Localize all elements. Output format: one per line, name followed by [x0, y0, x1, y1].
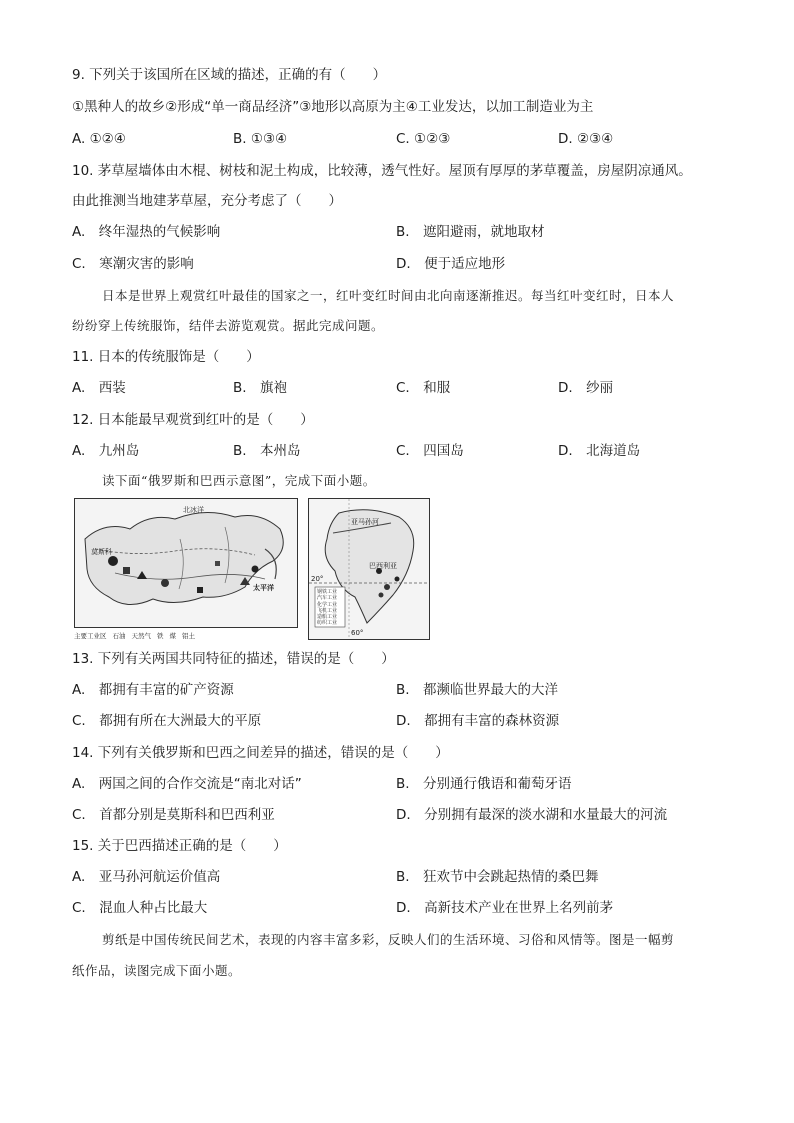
russia-brazil-maps: [74, 498, 430, 643]
legend-iron: 铁: [157, 631, 164, 640]
q14-option-b[interactable]: B. 分别通行俄语和葡萄牙语: [396, 776, 572, 792]
moscow-label: 莫斯科: [91, 548, 112, 556]
arctic-ocean-label: 北冰洋: [183, 506, 204, 514]
russia-map: [74, 498, 298, 628]
question-11-stem: 11. 日本的传统服饰是（ ）: [72, 349, 260, 365]
q12-option-d[interactable]: D. 北海道岛: [558, 443, 641, 459]
question-10-stem-cont: 由此推测当地建茅草屋，充分考虑了（ ）: [72, 193, 342, 209]
q13-option-b[interactable]: B. 都濒临世界最大的大洋: [396, 682, 559, 698]
q13-option-d[interactable]: D. 都拥有丰富的森林资源: [396, 713, 560, 729]
passage-maps-intro: 读下面“俄罗斯和巴西示意图”，完成下面小题。: [102, 473, 376, 488]
q10-option-c[interactable]: C. 寒潮灾害的影响: [72, 256, 194, 272]
question-12-stem: 12. 日本能最早观赏到红叶的是（ ）: [72, 412, 314, 428]
q12-option-a[interactable]: A. 九州岛: [72, 443, 140, 459]
q9-option-a[interactable]: A. ①②④: [72, 131, 126, 147]
q13-option-a[interactable]: A. 都拥有丰富的矿产资源: [72, 682, 234, 698]
legend-aircraft: 飞机工业: [317, 607, 338, 614]
legend-coal: 煤: [169, 631, 176, 640]
lon-60-label: 60°: [351, 629, 364, 637]
q10-option-b[interactable]: B. 遮阳避雨，就地取材: [396, 224, 545, 240]
q13-option-c[interactable]: C. 都拥有所在大洲最大的平原: [72, 713, 262, 729]
q14-option-d[interactable]: D. 分别拥有最深的淡水湖和水量最大的河流: [396, 807, 668, 823]
brazil-map: [308, 498, 430, 640]
q11-option-c[interactable]: C. 和服: [396, 380, 451, 396]
legend-chemical: 化学工业: [317, 601, 338, 608]
q10-option-a[interactable]: A. 终年湿热的气候影响: [72, 224, 221, 240]
q11-option-d[interactable]: D. 纱丽: [558, 380, 614, 396]
question-9-stem: 9. 下列关于该国所在区域的描述，正确的有（ ）: [72, 67, 387, 83]
russia-legend: [74, 628, 296, 642]
q15-option-c[interactable]: C. 混血人种占比最大: [72, 900, 208, 916]
question-15-stem: 15. 关于巴西描述正确的是（ ）: [72, 838, 287, 854]
q12-option-c[interactable]: C. 四国岛: [396, 443, 464, 459]
brasilia-label: 巴西利亚: [369, 562, 397, 570]
legend-textile: 纺织工业: [317, 620, 338, 627]
q15-option-b[interactable]: B. 狂欢节中会跳起热情的桑巴舞: [396, 869, 599, 885]
q15-option-d[interactable]: D. 高新技术产业在世界上名列前茅: [396, 900, 614, 916]
passage-papercut-line-1: 剪纸是中国传统民间艺术，表现的内容丰富多彩，反映人们的生活环境、习俗和风情等。图是一幅剪: [102, 932, 675, 947]
q9-option-c[interactable]: C. ①②③: [396, 131, 451, 147]
q14-option-a[interactable]: A. 两国之间的合作交流是“南北对话”: [72, 776, 302, 792]
lat-20-label: 20°: [311, 575, 324, 583]
question-14-stem: 14. 下列有关俄罗斯和巴西之间差异的描述，错误的是（ ）: [72, 745, 449, 761]
legend-steel: 钢铁工业: [317, 589, 338, 595]
q11-option-b[interactable]: B. 旗袍: [233, 380, 288, 396]
amazon-river-label: 亚马孙河: [351, 518, 379, 526]
brazil-legend: [317, 589, 337, 627]
q14-option-c[interactable]: C. 首都分别是莫斯科和巴西利亚: [72, 807, 275, 823]
pacific-ocean-label: 太平洋: [253, 584, 274, 592]
q9-option-b[interactable]: B. ①③④: [233, 131, 288, 147]
passage-japan-line-2: 纷纷穿上传统服饰，结伴去游览观赏。据此完成问题。: [72, 318, 385, 333]
legend-shipbuilding: 造船工业: [317, 614, 338, 621]
q10-option-d[interactable]: D. 便于适应地形: [396, 256, 506, 272]
passage-japan-line-1: 日本是世界上观赏红叶最佳的国家之一，红叶变红时间由北向南逐渐推迟。每当红叶变红时，日本人: [102, 288, 675, 303]
q12-option-b[interactable]: B. 本州岛: [233, 443, 301, 459]
legend-oil: 石油: [112, 631, 126, 640]
question-9-detail: ①黑种人的故乡②形成“单一商品经济”③地形以高原为主④工业发达，以加工制造业为主: [72, 99, 594, 115]
legend-gas: 天然气: [131, 631, 151, 640]
passage-papercut-line-2: 纸作品，读图完成下面小题。: [72, 963, 242, 978]
question-10-stem: 10. 茅草屋墙体由木棍、树枝和泥土构成，比较薄，透气性好。屋顶有厚厚的茅草覆盖，房屋阴凉通风。: [72, 163, 692, 179]
q11-option-a[interactable]: A. 西装: [72, 380, 126, 396]
q15-option-a[interactable]: A. 亚马孙河航运价值高: [72, 869, 221, 885]
russia-map-drawing: [75, 499, 297, 627]
legend-industrial-area: 主要工业区: [74, 631, 107, 640]
legend-auto: 汽车工业: [317, 595, 338, 602]
legend-bauxite: 铝土: [182, 631, 195, 640]
question-13-stem: 13. 下列有关两国共同特征的描述，错误的是（ ）: [72, 651, 395, 667]
q9-option-d[interactable]: D. ②③④: [558, 131, 614, 147]
